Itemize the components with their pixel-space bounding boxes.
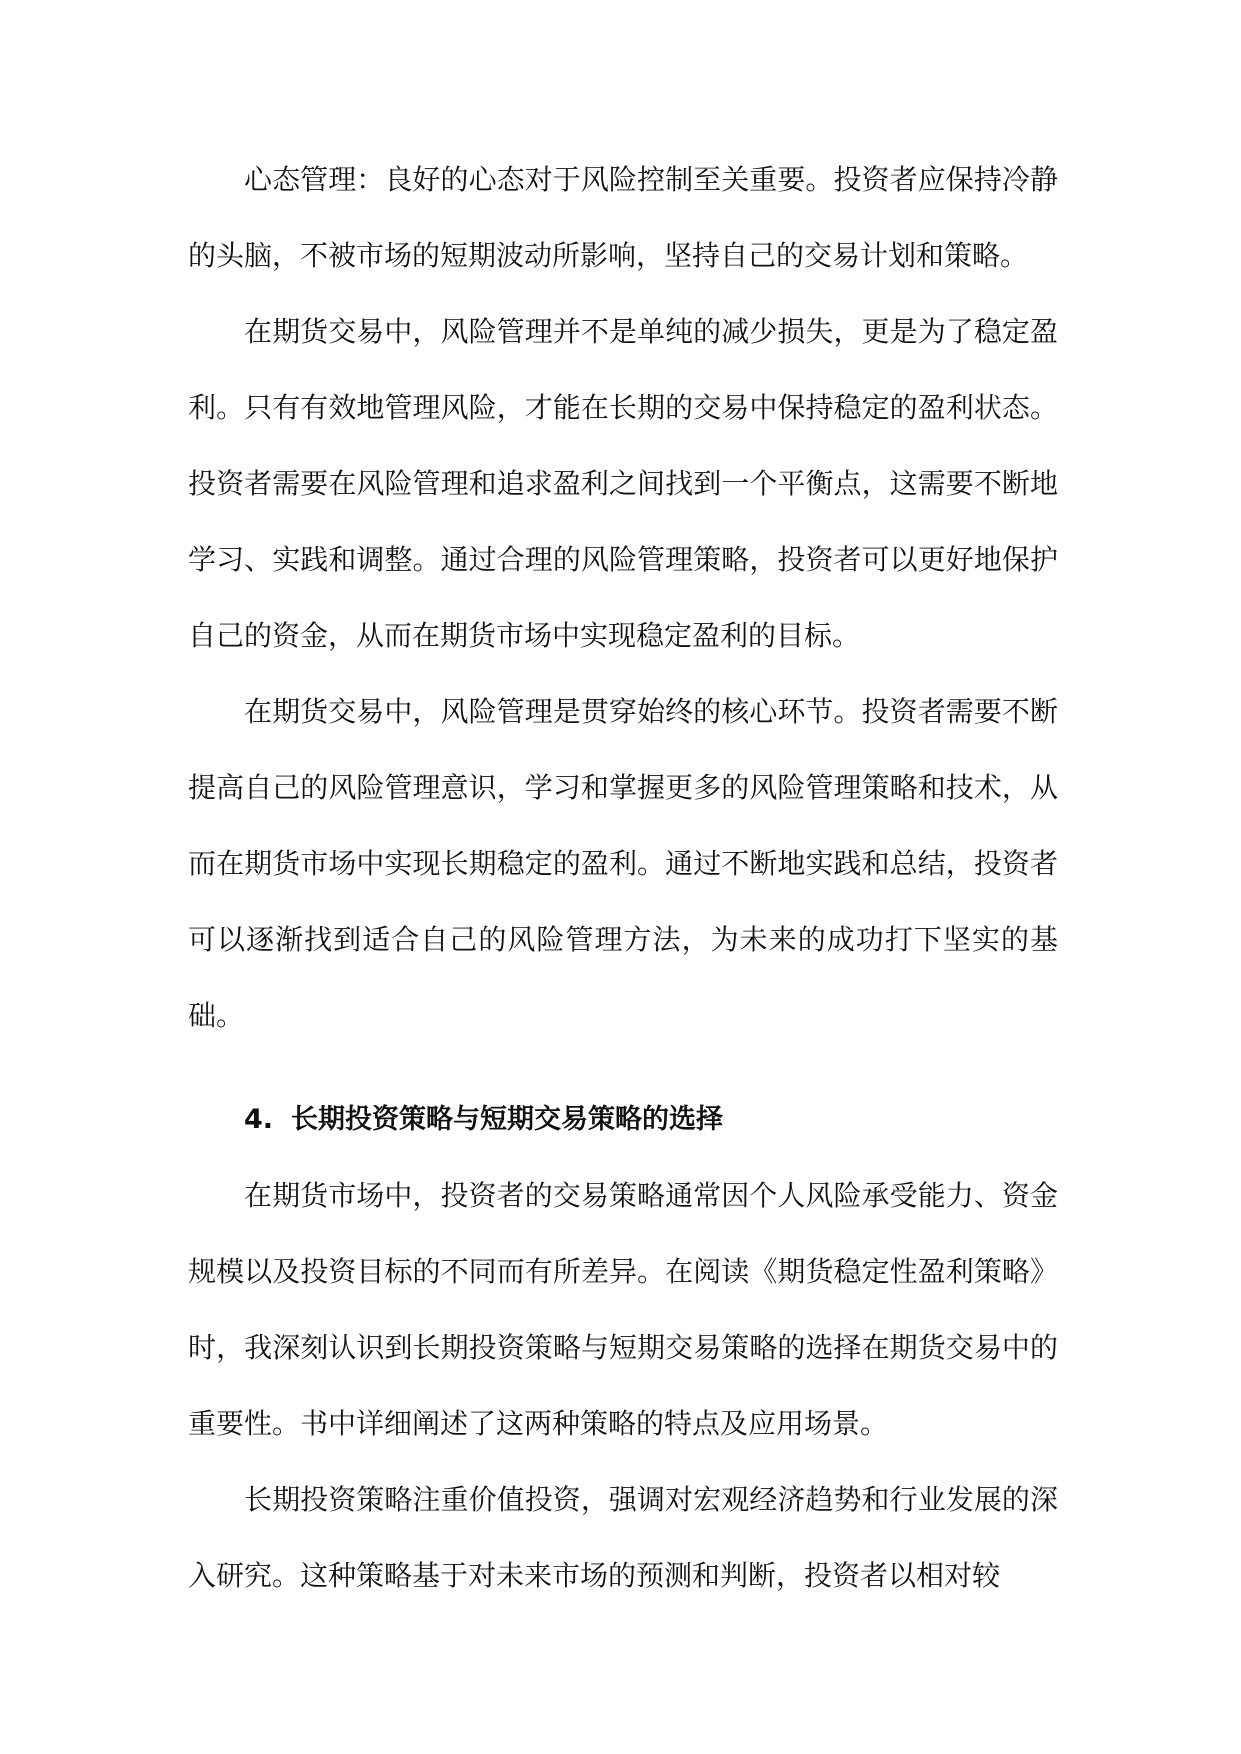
paragraph-strategy-intro: 在期货市场中，投资者的交易策略通常因个人风险承受能力、资金规模以及投资目标的不同而有所差异。在阅读《期货稳定性盈利策略》时，我深刻认识到长期投资策略与短期交易策略的选择在期货交易中的重要性。书中详细阐述了这两种策略的特点及应用场景。 [188, 1179, 1058, 1440]
document-body [188, 142, 1058, 1614]
paragraph-long-term: 长期投资策略注重价值投资，强调对宏观经济趋势和行业发展的深入研究。这种策略基于对未来市场的预测和判断，投资者以相对较 [188, 1483, 1058, 1592]
section-heading [188, 1082, 1058, 1158]
section-number: 4. [244, 1104, 274, 1135]
section-title: 长期投资策略与短期交易策略的选择 [291, 1104, 724, 1135]
paragraph-risk-balance: 在期货交易中，风险管理并不是单纯的减少损失，更是为了稳定盈利。只有有效地管理风险，才能在长期的交易中保持稳定的盈利状态。投资者需要在风险管理和追求盈利之间找到一个平衡点，这需要不断地学习、实践和调整。通过合理的风险管理策略，投资者可以更好地保护自己的资金，从而在期货市场中实现稳定盈利的目标。 [188, 315, 1058, 652]
paragraph-mindset: 心态管理：良好的心态对于风险控制至关重要。投资者应保持冷静的头脑，不被市场的短期波动所影响，坚持自己的交易计划和策略。 [188, 163, 1058, 272]
paragraph-risk-core: 在期货交易中，风险管理是贯穿始终的核心环节。投资者需要不断提高自己的风险管理意识，学习和掌握更多的风险管理策略和技术，从而在期货市场中实现长期稳定的盈利。通过不断地实践和总结，投资者可以逐渐找到适合自己的风险管理方法，为未来的成功打下坚实的基础。 [188, 695, 1058, 1032]
